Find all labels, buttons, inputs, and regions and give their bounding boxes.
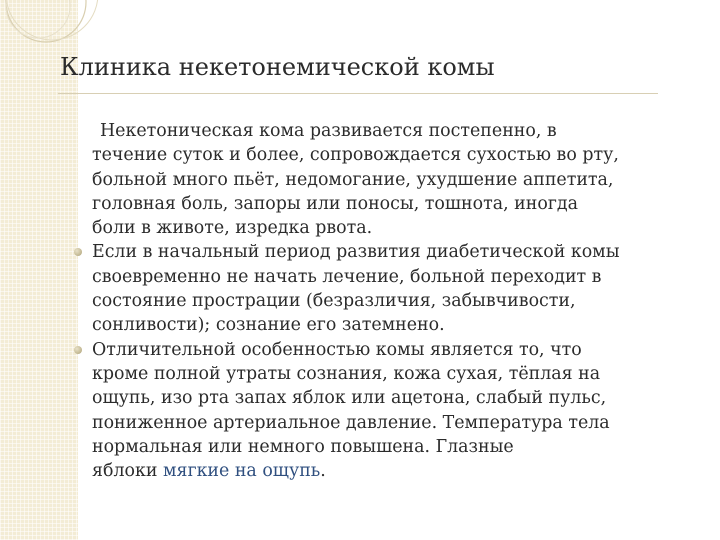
list-item: [70, 240, 710, 337]
paragraph-text-end: .: [320, 461, 326, 482]
content-list: [70, 119, 710, 483]
bullet-icon: [74, 346, 82, 354]
list-item: [70, 338, 710, 484]
decorative-side-strip: [0, 0, 78, 540]
list-item: [70, 119, 710, 240]
slide-title: Клиника некетонемической комы: [60, 53, 495, 81]
hyperlink-text[interactable]: мягкие на ощупь: [162, 461, 321, 482]
bullet-icon: [74, 248, 82, 256]
title-divider: [58, 93, 658, 94]
paragraph-text: Некетоническая кома развивается постепенно, в течение суток и более, сопровождается сухостью во рту, больной много пьёт, недомогание, ухудшение аппетита, головная боль, запоры или поносы, тошнота, иногда боли в животе, изредка рвота.: [92, 121, 619, 239]
paragraph-text: [92, 338, 710, 484]
paragraph-text: Если в начальный период развития диабетической комы своевременно не начать лечение, больной переходит в состояние прострации (безразличия, забывчивости, сонливости); сознание его затемнено.: [92, 242, 620, 336]
paragraph-text-main: Отличительной особенностью комы является то, что кроме полной утраты сознания, кожа сухая, тёплая на ощупь, изо рта запах яблок или ацетона, слабый пульс, пониженное артериальное давление. Температура тела нормальная или немного повышена. Глазные яблоки: [92, 339, 610, 482]
